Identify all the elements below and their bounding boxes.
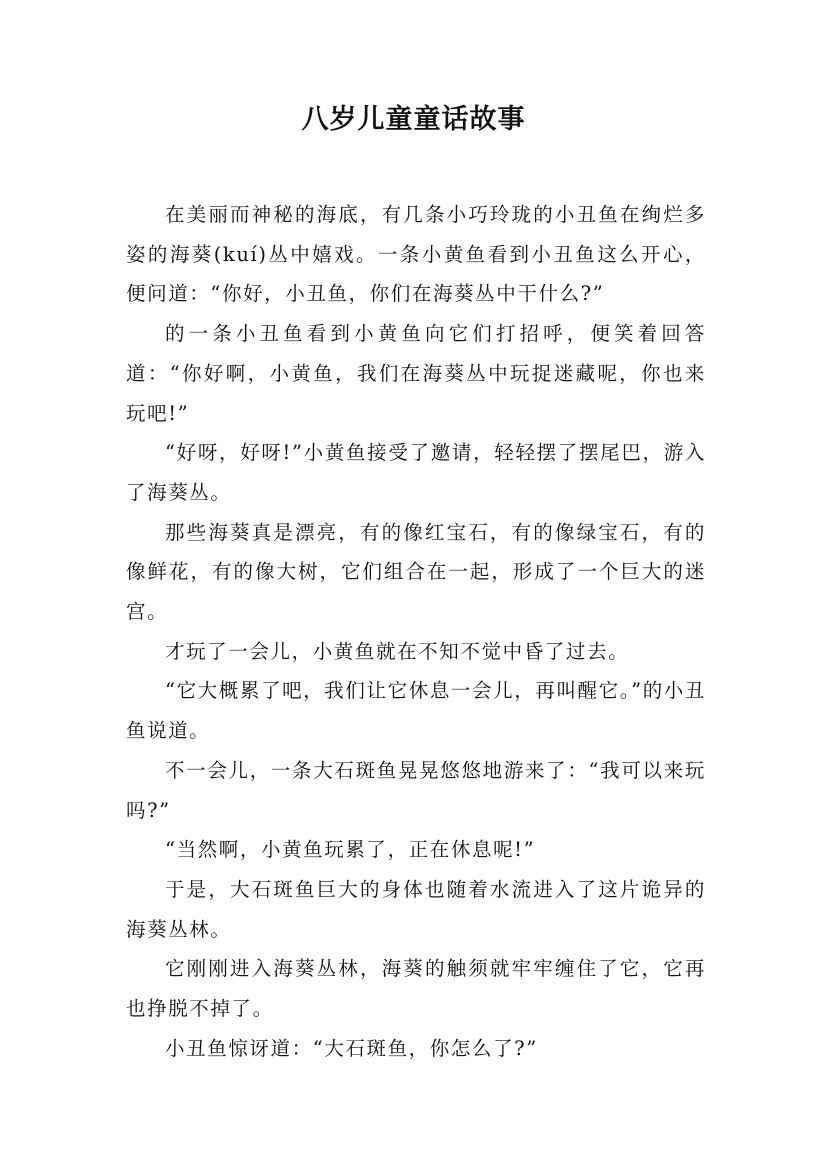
paragraph: 于是，大石斑鱼巨大的身体也随着水流进入了这片诡异的海葵丛林。 [126,877,706,941]
story-body [126,195,706,1068]
document-title: 八岁儿童童话故事 [301,104,526,135]
paragraph: 在美丽而神秘的海底，有几条小巧玲珑的小丑鱼在绚烂多姿的海葵(kuí)丛中嬉戏。一条小黄鱼看到小丑鱼这么开心，便问道：“你好，小丑鱼，你们在海葵丛中干什么?” [126,203,706,306]
paragraph: 它刚刚进入海葵丛林，海葵的触须就牢牢缠住了它，它再也挣脱不掉了。 [126,957,706,1021]
paragraph: 小丑鱼惊讶道：“大石斑鱼，你怎么了?” [165,1036,538,1060]
paragraph: 才玩了一会儿，小黄鱼就在不知不觉中昏了过去。 [165,639,630,663]
paragraph: 那些海葵真是漂亮，有的像红宝石，有的像绿宝石，有的像鲜花，有的像大树，它们组合在一起，形成了一个巨大的迷宫。 [126,520,706,624]
paragraph: 的一条小丑鱼看到小黄鱼向它们打招呼，便笑着回答道：“你好啊，小黄鱼，我们在海葵丛中玩捉迷藏呢，你也来玩吧!” [126,322,706,425]
paragraph: 不一会儿，一条大石斑鱼晃晃悠悠地游来了：“我可以来玩吗?” [126,758,706,822]
paragraph: “它大概累了吧，我们让它休息一会儿，再叫醒它。”的小丑鱼说道。 [126,679,706,743]
paragraph: “好呀，好呀!”小黄鱼接受了邀请，轻轻摆了摆尾巴，游入了海葵丛。 [126,441,706,504]
paragraph: “当然啊，小黄鱼玩累了，正在休息呢!” [165,838,536,862]
